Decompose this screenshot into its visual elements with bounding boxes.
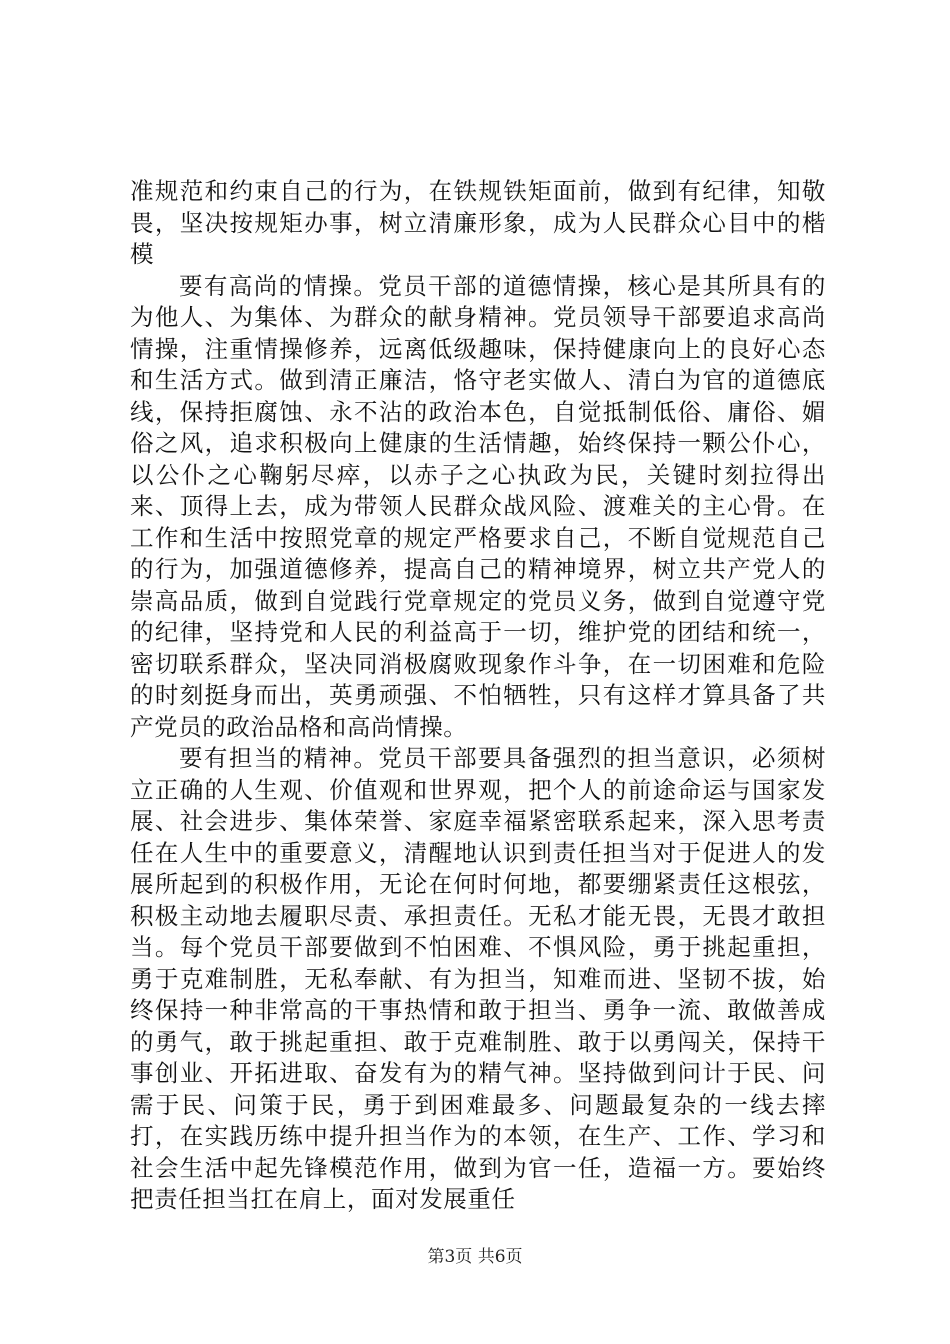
paragraph-continuation: 准规范和约束自己的行为，在铁规铁矩面前，做到有纪律，知敬畏，坚决按规矩办事，树立清廉形象，成为人民群众心目中的楷模	[130, 177, 826, 268]
document-body	[130, 176, 826, 1216]
paragraph-responsibility-spirit: 要有担当的精神。党员干部要具备强烈的担当意识，必须树立正确的人生观、价值观和世界观，把个人的前途命运与国家发展、社会进步、集体荣誉、家庭幸福紧密联系起来，深入思考责任在人生中的重要意义，清醒地认识到责任担当对于促进人的发展所起到的积极作用，无论在何时何地，都要绷紧责任这根弦，积极主动地去履职尽责、承担责任。无私才能无畏，无畏才敢担当。每个党员干部要做到不怕困难、不惧风险，勇于挑起重担，勇于克难制胜，无私奉献、有为担当，知难而进、坚韧不拔，始终保持一种非常高的干事热情和敢于担当、勇争一流、敢做善成的勇气，敢于挑起重担、敢于克难制胜、敢于以勇闯关，保持干事创业、开拓进取、奋发有为的精气神。坚持做到问计于民、问需于民、问策于民，勇于到困难最多、问题最复杂的一线去摔打，在实践历练中提升担当作为的本领，在生产、工作、学习和社会生活中起先锋模范作用，做到为官一任，造福一方。要始终把责任担当扛在肩上，面对发展重任	[130, 744, 826, 1213]
paragraph-noble-sentiment: 要有高尚的情操。党员干部的道德情操，核心是其所具有的为他人、为集体、为群众的献身精神。党员领导干部要追求高尚情操，注重情操修养，远离低级趣味，保持健康向上的良好心态和生活方式。做到清正廉洁，恪守老实做人、清白为官的道德底线，保持拒腐蚀、永不沾的政治本色，自觉抵制低俗、庸俗、媚俗之风，追求积极向上健康的生活情趣，始终保持一颗公仆心，以公仆之心鞠躬尽瘁，以赤子之心执政为民，关键时刻拉得出来、顶得上去，成为带领人民群众战风险、渡难关的主心骨。在工作和生活中按照党章的规定严格要求自己，不断自觉规范自己的行为，加强道德修养，提高自己的精神境界，树立共产党人的崇高品质，做到自觉践行党章规定的党员义务，做到自觉遵守党的纪律，坚持党和人民的利益高于一切，维护党的团结和统一，密切联系群众，坚决同消极腐败现象作斗争，在一切困难和危险的时刻挺身而出，英勇顽强、不怕牺牲，只有这样才算具备了共产党员的政治品格和高尚情操。	[130, 271, 826, 741]
page-number-label: 第3页 共6页	[427, 1247, 523, 1267]
page-footer	[0, 1246, 950, 1268]
